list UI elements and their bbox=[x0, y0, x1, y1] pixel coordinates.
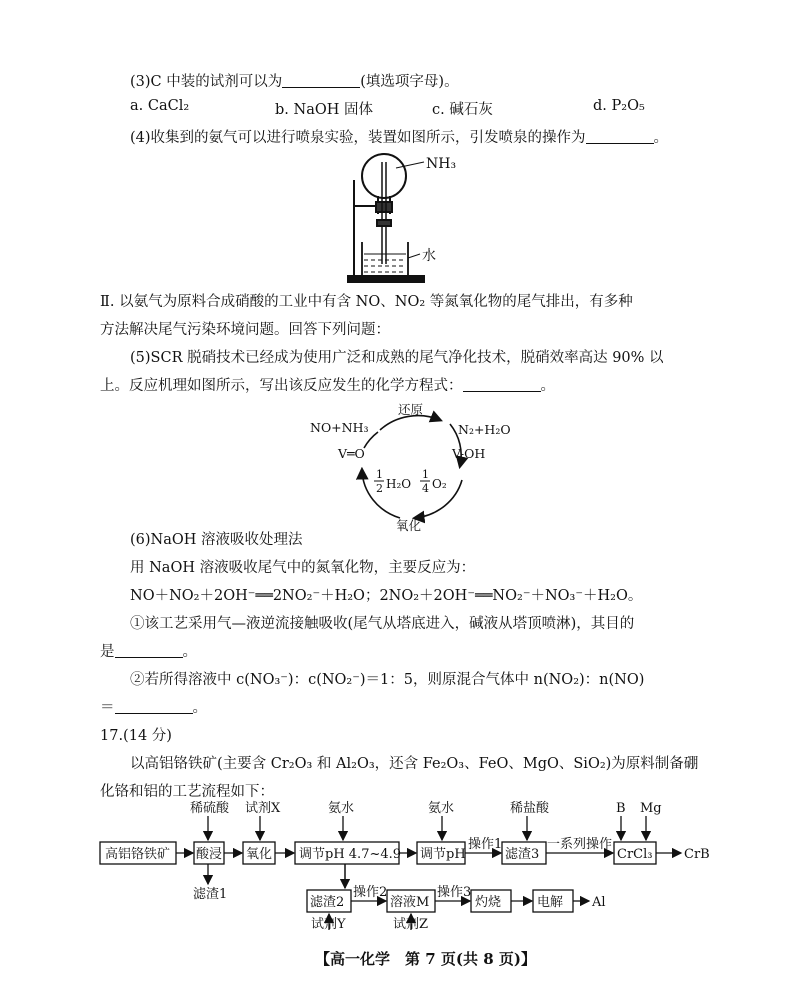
q3-answer-blank[interactable] bbox=[282, 73, 360, 89]
cycle-reduction-label: 还原 bbox=[398, 402, 424, 417]
page-footer: 【高一化学 第 7 页(共 8 页)】 bbox=[315, 950, 536, 968]
label-ammonia-2: 氨水 bbox=[428, 801, 455, 816]
text-acid-leach: 酸浸 bbox=[196, 847, 223, 862]
label-operation-2: 操作2 bbox=[353, 885, 388, 900]
text-crcl3: CrCl₃ bbox=[617, 847, 653, 862]
q4-stem: (4)收集到的氨气可以进行喷泉实验，装置如图所示，引发喷泉的操作为 bbox=[130, 130, 586, 146]
q5-end: 。 bbox=[540, 378, 555, 394]
label-reagent-z: 试剂Z bbox=[393, 917, 429, 930]
fig-water-label: 水 bbox=[422, 248, 436, 264]
q3-option-c: c. 碱石灰 bbox=[432, 102, 493, 118]
fig-nh3-label: NH₃ bbox=[426, 156, 457, 172]
label-ammonia-1: 氨水 bbox=[328, 801, 355, 816]
q6-sub2-line2 bbox=[100, 696, 207, 717]
text-high-al-chromite: 高铝铬铁矿 bbox=[105, 847, 171, 862]
cycle-vo-label: V═O bbox=[338, 446, 365, 461]
beaker bbox=[362, 242, 408, 276]
text-calcination: 灼烧 bbox=[475, 895, 502, 910]
label-dilute-h2so4: 稀硫酸 bbox=[190, 801, 230, 816]
round-bottom-flask bbox=[362, 154, 406, 198]
fraction-oxygen-den: 4 bbox=[422, 482, 429, 495]
text-filter-residue-3: 滤渣3 bbox=[505, 847, 540, 862]
q17-header: 17.(14 分) bbox=[100, 728, 172, 744]
label-aluminum-product: Al bbox=[592, 895, 606, 910]
q3-line bbox=[130, 70, 459, 91]
q6-sub1-line1: ①该工艺采用气—液逆流接触吸收(尾气从塔底进入，碱液从塔顶喷淋)，其目的 bbox=[130, 616, 635, 632]
fountain-apparatus-figure bbox=[340, 148, 470, 286]
label-magnesium: Mg bbox=[640, 801, 662, 816]
q4-end: 。 bbox=[653, 130, 669, 146]
q6-sub2-answer-blank[interactable] bbox=[115, 699, 193, 715]
q5-line1: (5)SCR 脱硝技术已经成为使用广泛和成熟的尾气净化技术，脱硝效率高达 90% 以 bbox=[130, 350, 664, 366]
q6-sub2-end: 。 bbox=[192, 700, 207, 716]
q3-option-d: d. P₂O₅ bbox=[593, 98, 645, 114]
label-dilute-hcl: 稀盐酸 bbox=[510, 801, 550, 816]
q6-sub1-stem: 是 bbox=[100, 644, 115, 660]
process-flow-diagram bbox=[95, 800, 735, 930]
q6-sub1-end: 。 bbox=[182, 644, 197, 660]
label-series-operations: 一系列操作 bbox=[547, 837, 613, 852]
cycle-water-label: H₂O bbox=[386, 477, 412, 491]
q3-option-b: b. NaOH 固体 bbox=[275, 102, 373, 118]
q6-sub1-line2 bbox=[100, 640, 197, 661]
label-boron: B bbox=[616, 801, 626, 816]
q5-stem: 上。反应机理如图所示，写出该反应发生的化学方程式： bbox=[100, 378, 463, 394]
label-reagent-y: 试剂Y bbox=[311, 917, 346, 930]
fraction-water-den: 2 bbox=[376, 482, 383, 495]
part2-line2: 方法解决尾气污染环境问题。回答下列问题： bbox=[100, 322, 390, 338]
cycle-oxidation-label: 氧化 bbox=[396, 518, 422, 533]
label-operation-1: 操作1 bbox=[468, 837, 503, 852]
label-operation-3: 操作3 bbox=[437, 885, 472, 900]
text-solution-m: 溶液M bbox=[390, 895, 430, 910]
q17-line2: 化铬和铝的工艺流程如下： bbox=[100, 784, 274, 800]
label-filter-residue-1: 滤渣1 bbox=[193, 887, 228, 902]
text-filter-residue-2: 滤渣2 bbox=[310, 895, 345, 910]
q17-line1: 以高铝铬铁矿(主要含 Cr₂O₃ 和 Al₂O₃，还含 Fe₂O₃、FeO、MgO、SiO₂)为原料制备硼 bbox=[130, 756, 699, 772]
q6-equation: NO＋NO₂＋2OH⁻══2NO₂⁻＋H₂O；2NO₂＋2OH⁻══NO₂⁻＋NO₃⁻＋H₂O。 bbox=[130, 588, 643, 604]
text-electrolysis: 电解 bbox=[537, 895, 564, 910]
cycle-output-label: N₂+H₂O bbox=[458, 422, 511, 437]
text-adjust-ph-2: 调节pH bbox=[420, 847, 466, 862]
q6-sub2-stem: ＝ bbox=[100, 700, 115, 716]
q4-answer-blank[interactable] bbox=[586, 129, 654, 145]
q6-sub1-answer-blank[interactable] bbox=[115, 643, 183, 659]
scr-cycle-diagram bbox=[300, 400, 530, 535]
text-oxidation: 氧化 bbox=[246, 847, 273, 862]
cycle-oxygen-label: O₂ bbox=[432, 477, 447, 491]
cycle-voh-label: V-OH bbox=[452, 446, 486, 461]
q6-line1: 用 NaOH 溶液吸收尾气中的氮氧化物，主要反应为： bbox=[130, 560, 476, 576]
q6-sub2-line1: ②若所得溶液中 c(NO₃⁻)：c(NO₂⁻)＝1：5，则原混合气体中 n(NO₂)：n(NO) bbox=[130, 672, 645, 688]
q3-stem: (3)C 中装的试剂可以为 bbox=[130, 74, 283, 90]
part2-line1: Ⅱ. 以氨气为原料合成硝酸的工业中有含 NO、NO₂ 等氮氧化物的尾气排出，有多种 bbox=[100, 294, 633, 310]
q5-answer-blank[interactable] bbox=[463, 377, 541, 393]
q5-line2 bbox=[100, 374, 555, 395]
cycle-input-label: NO+NH₃ bbox=[310, 420, 369, 435]
label-crb-product: CrB bbox=[684, 847, 710, 862]
fraction-oxygen-num: 1 bbox=[422, 468, 429, 481]
fraction-water-num: 1 bbox=[376, 468, 383, 481]
text-adjust-ph-1: 调节pH 4.7~4.9 bbox=[299, 847, 402, 862]
q6-title: (6)NaOH 溶液吸收处理法 bbox=[130, 532, 303, 548]
q3-option-a: a. CaCl₂ bbox=[130, 98, 190, 114]
q4-line bbox=[130, 126, 668, 147]
q3-hint: (填选项字母)。 bbox=[360, 74, 459, 90]
label-reagent-x: 试剂X bbox=[245, 801, 281, 816]
